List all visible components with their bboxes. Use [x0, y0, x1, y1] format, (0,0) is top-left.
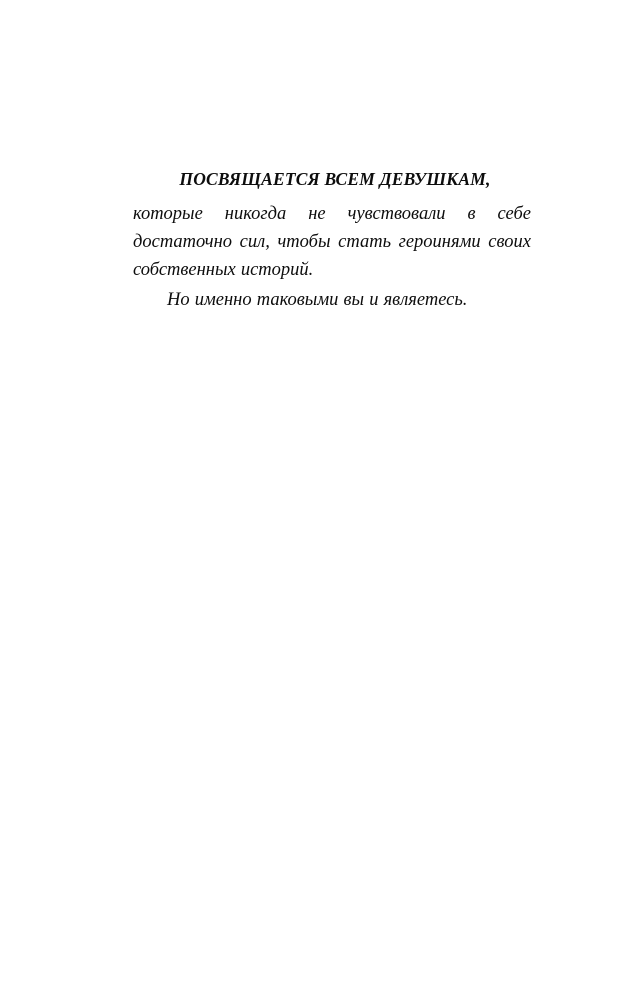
- dedication-heading: ПОСВЯЩАЕТСЯ ВСЕМ ДЕВУШКАМ,: [179, 169, 491, 189]
- dedication-paragraph-1: которые никогда не чувствовали в себе достаточно сил, чтобы стать героинями своих собственных историй.: [133, 203, 531, 280]
- dedication-block: [133, 168, 531, 314]
- dedication-paragraph-2: Но именно таковыми вы и являетесь.: [167, 289, 468, 310]
